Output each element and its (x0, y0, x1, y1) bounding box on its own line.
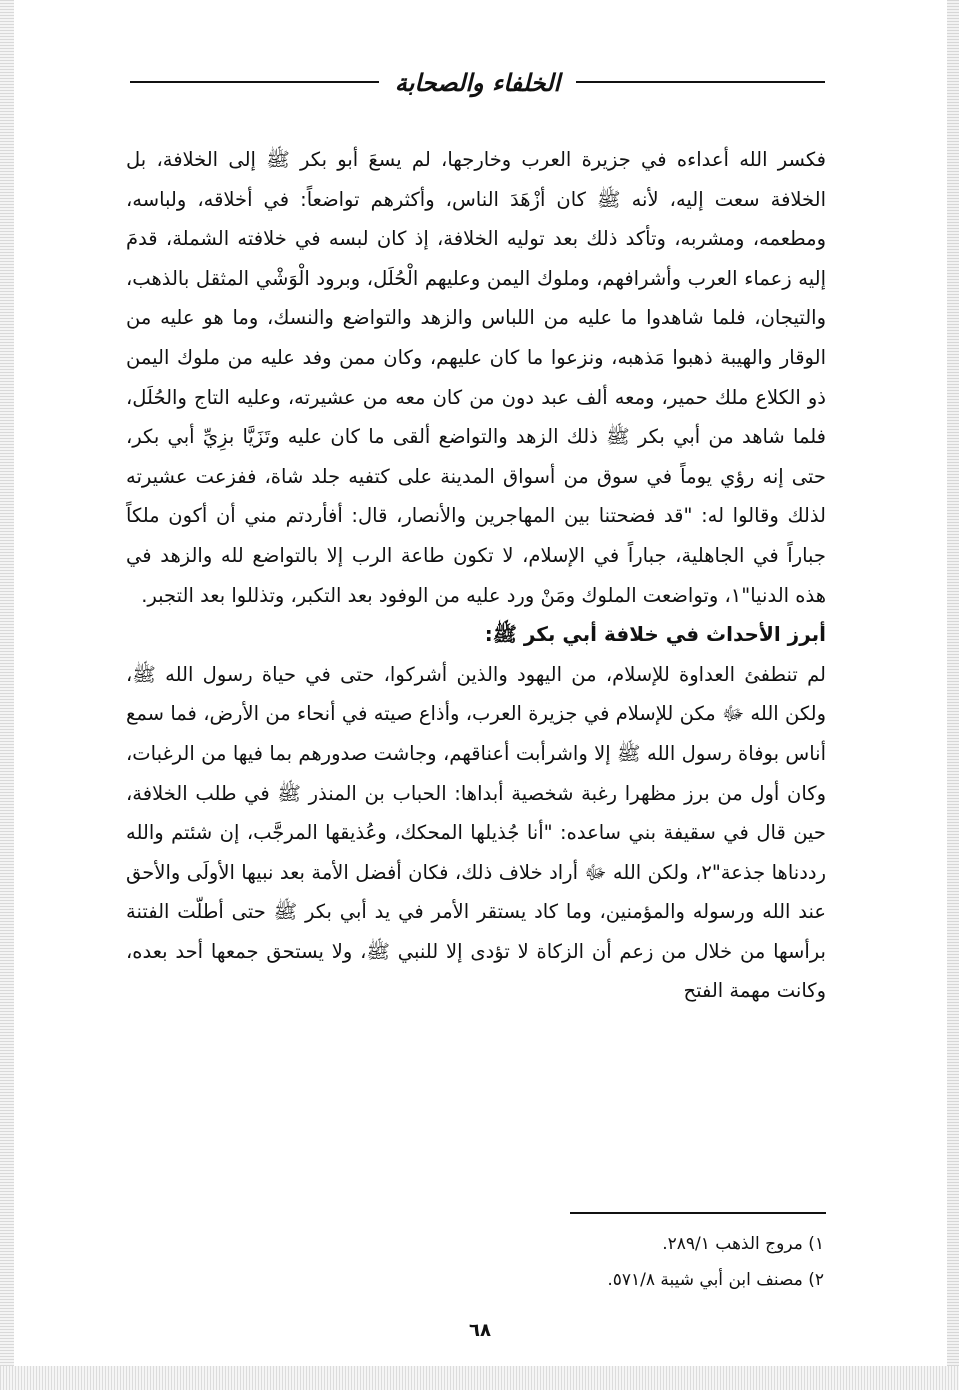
footnote: ١) مروج الذهب ٢٨٩/١. (662, 1234, 824, 1254)
footnote-separator (570, 1212, 826, 1214)
paragraph: لم تنطفئ العداوة للإسلام، من اليهود والذين أشركوا، حتى في حياة رسول الله ﷺ، ولكن الله ﷻ مكن للإسلام في جزيرة العرب، وأذاع صيته في أنحاء من الأرض، فما سمع أناس بوفاة رسول الله ﷺ إلا واشرأبت أعناقهم، وجاشت صدورهم بما فيها من الرغبات، وكان أول من برز مظهرا رغبة شخصية أبداها: الحباب بن المنذر ﷺ في طلب الخلافة، حين قال في سقيفة بني ساعده: "أنا جُذيلها المحكك، وعُذيقها المرجَّب، إن شئتم والله رددناها جذعة"٢، ولكن الله ﷻ أراد خلاف ذلك، فكان أفضل الأمة بعد نبيها الأولَى والأحق عند الله ورسوله والمؤمنين، وما كاد يستقر الأمر في يد أبي بكر ﷺ حتى أطلّت الفتنة برأسها من خلال من زعم أن الزكاة لا تؤدى إلا للنبي ﷺ، ولا يستحق جمعها أحد بعده، وكانت مهمة الفتح (126, 662, 826, 1003)
running-title: الخلفاء والصحابة (394, 67, 561, 97)
scan-edge-right (947, 0, 959, 1390)
scan-edge-bottom (0, 1366, 959, 1390)
header-rule-right (576, 81, 825, 83)
footnotes (400, 1226, 824, 1298)
paragraph: فكسر الله أعداءه في جزيرة العرب وخارجها، لم يسعَ أبو بكر ﷺ إلى الخلافة، بل الخلافة سعت إليه، لأنه ﷺ كان أزْهَدَ الناس، وأكثرهم تواضعاً: في أخلاقه، ولباسه، ومطعمه، ومشربه، وتأكد ذلك بعد توليه الخلافة، إذ كان لبسه في خلافته الشملة، قدمَ إليه زعماء العرب وأشرافهم، وملوك اليمن وعليهم الْحُلَل، وبرود الْوَشْي المثقل بالذهب، والتيجان، فلما شاهدوا ما عليه من اللباس والزهد والتواضع والنسك، وما هو عليه من الوقار والهيبة ذهبوا مَذهبه، ونزعوا ما كان عليهم، وكان ممن وفد عليه من ملوك اليمن ذو الكلاع ملك حمير، ومعه ألف عبد دون من كان معه من عشيرته، وعليه التاج والحُلَل، فلما شاهد من أبي بكر ﷺ ذلك الزهد والتواضع ألقى ما كان عليه وتَزَيَّا بزِيِّ أبي بكر، حتى إنه رؤي يوماً في سوق من أسواق المدينة على كتفيه جلد شاة، ففزعت عشيرته لذلك وقالوا له: "قد فضحتنا بين المهاجرين والأنصار، قال: أفأردتم مني أن أكون ملكاً جباراً في الجاهلية، جباراً في الإسلام، لا تكون طاعة الرب إلا بالتواضع لله والزهد في هذه الدنيا"١، وتواضعت الملوك ومَنْ ورد عليه من الوفود بعد التكبر، وتذللوا بعد التجبر. (126, 148, 826, 607)
running-header (130, 62, 825, 102)
header-rule-left (130, 81, 379, 83)
main-text (126, 140, 826, 1011)
scan-edge-left (0, 0, 14, 1390)
section-heading: أبرز الأحداث في خلافة أبي بكر ﷺ: (484, 622, 826, 647)
page-number: ٦٨ (469, 1320, 491, 1341)
footnote: ٢) مصنف ابن أبي شيبة ٥٧١/٨. (607, 1270, 824, 1290)
